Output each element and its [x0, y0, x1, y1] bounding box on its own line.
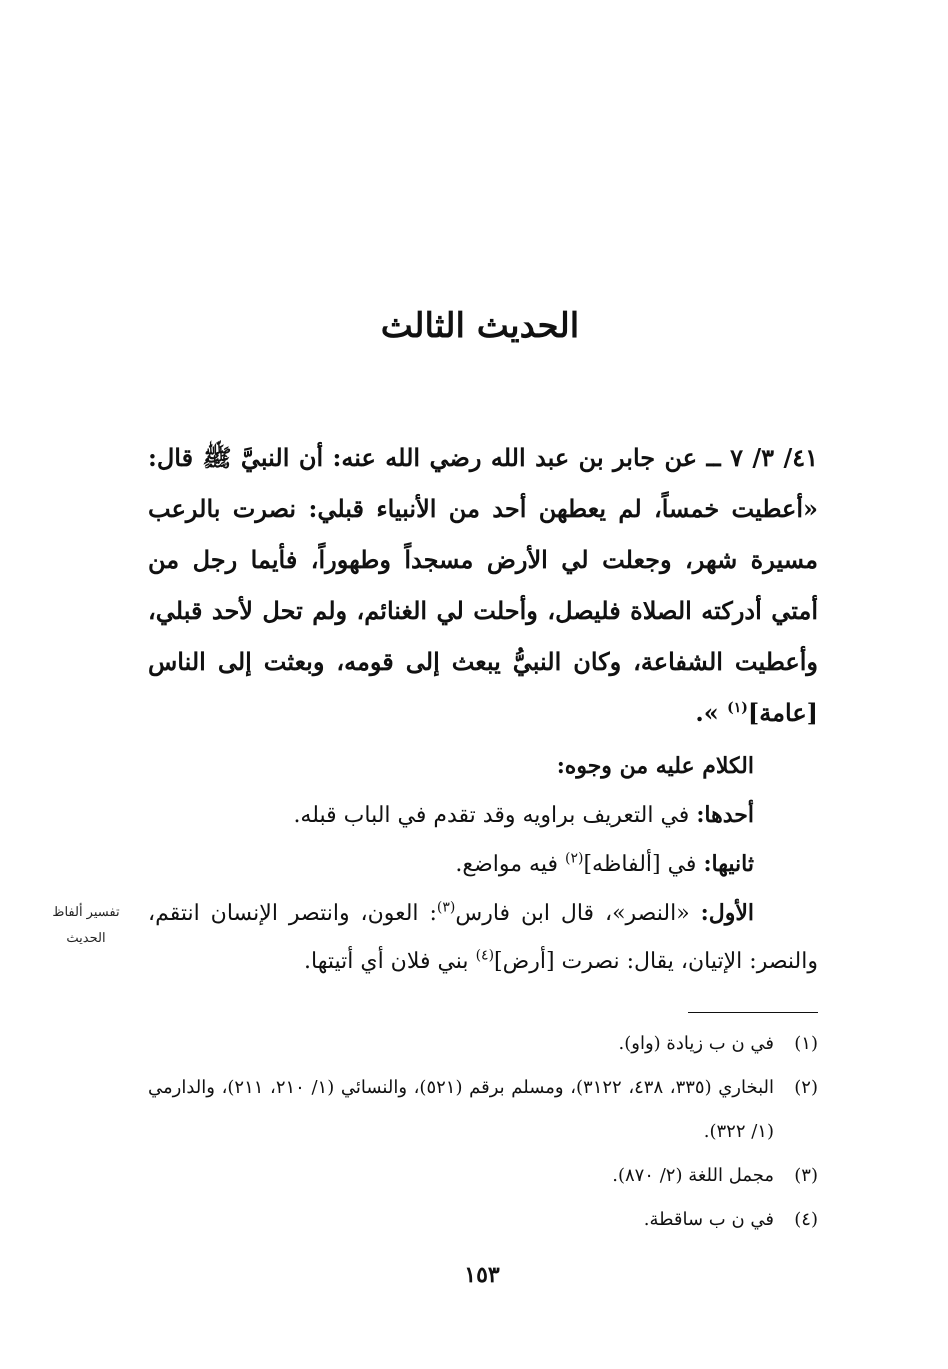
section-title: الحديث الثالث	[380, 306, 580, 346]
margin-note	[36, 900, 136, 952]
footnote-number: (٢)	[794, 1077, 818, 1098]
footnote-ref: (٣)	[436, 899, 456, 916]
commentary-third: الأول: «النصر»، قال ابن فارس$^{(٣)}$: العون، وانتصر الإنسان انتقم، والنصر: الإتيان، يقال: نصرت [أرض]$^{(٤)}$ بني فلان أي أتيتها.	[148, 899, 818, 974]
margin-note-line: الحديث	[66, 931, 106, 946]
margin-note-line: تفسير ألفاظ	[52, 905, 120, 920]
commentary-first: أحدها: في التعريف براويه وقد تقدم في الباب قبله.	[293, 802, 754, 828]
hadith-paragraph	[148, 432, 818, 738]
footnote-number: (٤)	[794, 1209, 818, 1230]
footnote-separator	[688, 1012, 818, 1013]
footnote-item	[148, 1198, 818, 1242]
footnote-item	[148, 1022, 818, 1066]
hadith-number: ٤١/ ٣/ ٧	[730, 443, 819, 472]
footnote-text: مجمل اللغة (٢/ ٨٧٠).	[612, 1165, 774, 1186]
footnote-number: (١)	[794, 1033, 818, 1054]
footnotes	[148, 1022, 818, 1242]
page-number: ١٥٣	[464, 1262, 500, 1288]
footnote-ref: (٢)	[565, 850, 584, 867]
footnote-item	[148, 1154, 818, 1198]
footnote-ref: (٤)	[475, 947, 495, 964]
footnote-text: في ن ب زيادة (واو).	[618, 1033, 774, 1054]
footnote-number: (٣)	[794, 1165, 818, 1186]
footnote-text: البخاري (٣٣٥، ٤٣٨، ٣١٢٢)، ومسلم برقم (٥٢١)، والنسائي (١/ ٢١٠، ٢١١)، والدارمي (١/ ٣٢٢).	[148, 1077, 775, 1142]
main-text	[148, 432, 818, 986]
footnote-item	[148, 1066, 818, 1154]
hadith-text-end: ».	[695, 698, 728, 727]
commentary-intro: الكلام عليه من وجوه:	[556, 753, 754, 779]
commentary-second: ثانيها: في [ألفاظه]$^{(٢)}$ فيه مواضع.	[455, 850, 754, 877]
footnote-text: في ن ب ساقطة.	[643, 1209, 774, 1230]
hadith-text: ــ عن جابر بن عبد الله رضي الله عنه: أن النبيَّ ﷺ قال: «أعطيت خمساً، لم يعطهن أحد من الأنبياء قبلي: نصرت بالرعب مسيرة شهر، وجعلت لي الأرض مسجداً وطهوراً، فأيما رجل من أمتي أدركته الصلاة فليصل، وأحلت لي الغنائم، ولم تحل لأحد قبلي، وأعطيت الشفاعة، وكان النبيُّ يبعث إلى قومه، وبعثت إلى الناس [عامة]	[148, 443, 818, 727]
footnote-ref: (١)	[727, 700, 748, 716]
